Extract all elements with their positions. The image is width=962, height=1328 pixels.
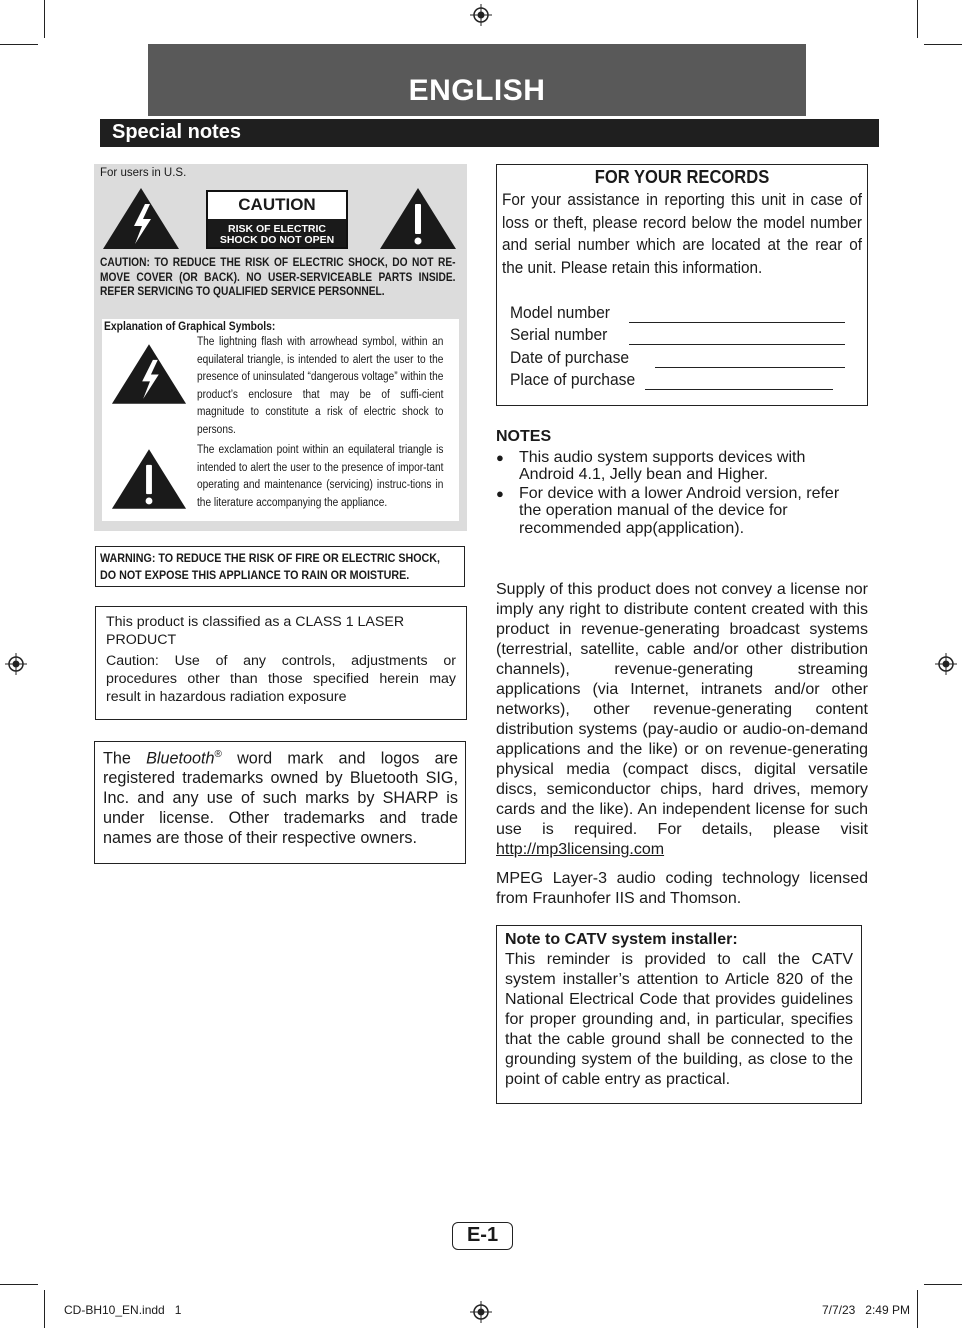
users-note: For users in U.S. [100,167,187,179]
language-banner [148,44,806,116]
record-field-line [629,322,845,323]
catv-note-text: This reminder is provided to call the CATV system installer’s attention to Article 820 of the National Electrical Code that provides guidelines for proper grounding and, in particular, specifies that the cable ground shall be connected to the grounding system of the building, as close to the point of cable entry as practical. [505,951,853,1088]
catv-note-title: Note to CATV system installer: [505,931,738,948]
record-field-line [629,344,845,345]
symbol-explanation [102,319,459,521]
note-text: For device with a lower Android version, refer the operation manual of the device for recommended app(application). [519,485,840,537]
record-field-label: Model number [510,303,610,322]
warning-text [100,550,463,584]
laser-box [95,606,467,720]
registration-mark-icon [935,653,957,675]
record-field-line [645,389,833,390]
crop-mark [0,1284,38,1285]
caution-panel [94,164,467,531]
exclamation-explanation: The exclamation point within an equilateral triangle is intended to alert the user to the presence of impor-tant operating and maintenance (servicing) instruc-tions in the literature accompanying the appliance. [197,444,444,509]
section-title: Special notes [112,121,241,143]
registration-mark-icon [5,653,27,675]
caution-label-box [206,190,348,249]
section-header [100,119,879,147]
warning-line: WARNING: TO REDUCE THE RISK OF FIRE OR ELECTRIC SHOCK, [100,551,441,565]
crop-mark [0,44,38,45]
note-item [496,485,868,537]
crop-mark [44,1290,45,1328]
caution-sub-line: RISK OF ELECTRIC [227,223,326,235]
note-text: This audio system supports devices with Android 4.1, Jelly bean and Higher. [519,449,806,484]
bt-post: word mark and logos are registered trademarks owned by Bluetooth SIG, Inc. and any use of such marks by SHARP is under license. Other trademarks and trade names are those of their respective owners. [103,749,458,848]
catv-note-box [496,925,862,1104]
lightning-warning-icon [101,186,181,251]
record-field-label: Date of purchase [510,348,630,367]
caution-label: CAUTION [238,195,316,214]
registration-mark-icon [470,4,492,26]
crop-mark [924,44,962,45]
page-number: E-1 [452,1222,513,1250]
record-field-label: Place of purchase [510,370,636,389]
warning-box [95,546,465,587]
bt-pre: The [103,749,147,768]
crop-mark [44,0,45,38]
registration-mark-icon [470,1301,492,1323]
mpeg-paragraph: MPEG Layer-3 audio coding technology licensed from Fraunhofer IIS and Thomson. [496,870,868,907]
caution-text: CAUTION: TO REDUCE THE RISK OF ELECTRIC SHOCK, DO NOT RE-MOVE COVER (OR BACK). NO USER-SERVICEABLE PARTS INSIDE. REFER SERVICING TO QUALIFIED SERVICE PERSONNEL. [100,256,456,299]
caution-sub-line: SHOCK DO NOT OPEN [219,234,335,246]
warning-line: DO NOT EXPOSE THIS APPLIANCE TO RAIN OR MOISTURE. [100,568,410,582]
bluetooth-trademark-box [94,741,466,864]
record-field-label: Serial number [510,325,608,344]
records-box [496,164,868,406]
exclamation-warning-icon [110,447,188,511]
bluetooth-trademark-text [103,745,458,848]
record-field-line [655,367,845,368]
footer-filename: CD-BH10_EN.indd 1 [64,1303,182,1317]
crop-mark [917,1290,918,1328]
laser-class-text: This product is classified as a CLASS 1 LASER PRODUCT [106,614,405,648]
lightning-warning-icon [110,342,188,406]
caution-sublabel [208,219,346,247]
license-paragraph [496,580,868,860]
note-item [496,449,868,484]
footer-timestamp: 7/7/23 2:49 PM [821,1303,910,1317]
bt-reg: ® [214,749,222,760]
license-link[interactable]: http://mp3licensing.com [496,841,665,858]
crop-mark [924,1284,962,1285]
records-text: For your assistance in reporting this unit in case of loss or theft, please record below the model number and serial number which are located at the rear of the unit. Please retain this information. [502,190,862,277]
records-title: FOR YOUR RECORDS [594,167,770,187]
language-title: ENGLISH [408,74,546,107]
license-text: Supply of this product does not convey a license nor imply any right to distribute content created with this product in revenue-generating broadcast systems (terrestrial, satellite, cable and/or other distribution channels), revenue-generating streaming applications (via Internet, intranets and/or other networks), other revenue-generating content distribution systems (pay-audio or audio-on-demand applications and the like) or on revenue-generating physical media (compact discs, digital versatile discs, semiconductor chips, hard drives, memory cards and the like). An independent license for such use is required. For details, please visit [496,581,868,838]
notes-title: NOTES [496,428,552,445]
symbol-explanation-title: Explanation of Graphical Symbols: [104,321,276,333]
exclamation-warning-icon [378,186,458,251]
bullet: ● [496,486,504,501]
laser-caution-text: Caution: Use of any controls, adjustments or procedures other than those specified herein may result in hazardous radiation exposure [106,653,456,705]
lightning-explanation: The lightning flash with arrowhead symbol, within an equilateral triangle, is intended to alert the user to the presence of uninsulated “dangerous voltage” within the product’s enclosure that may be of suffi-cient magnitude to constitute a risk of electric shock to persons. [197,336,444,436]
bullet: ● [496,450,504,465]
crop-mark [917,0,918,38]
bt-brand: Bluetooth [146,749,215,768]
